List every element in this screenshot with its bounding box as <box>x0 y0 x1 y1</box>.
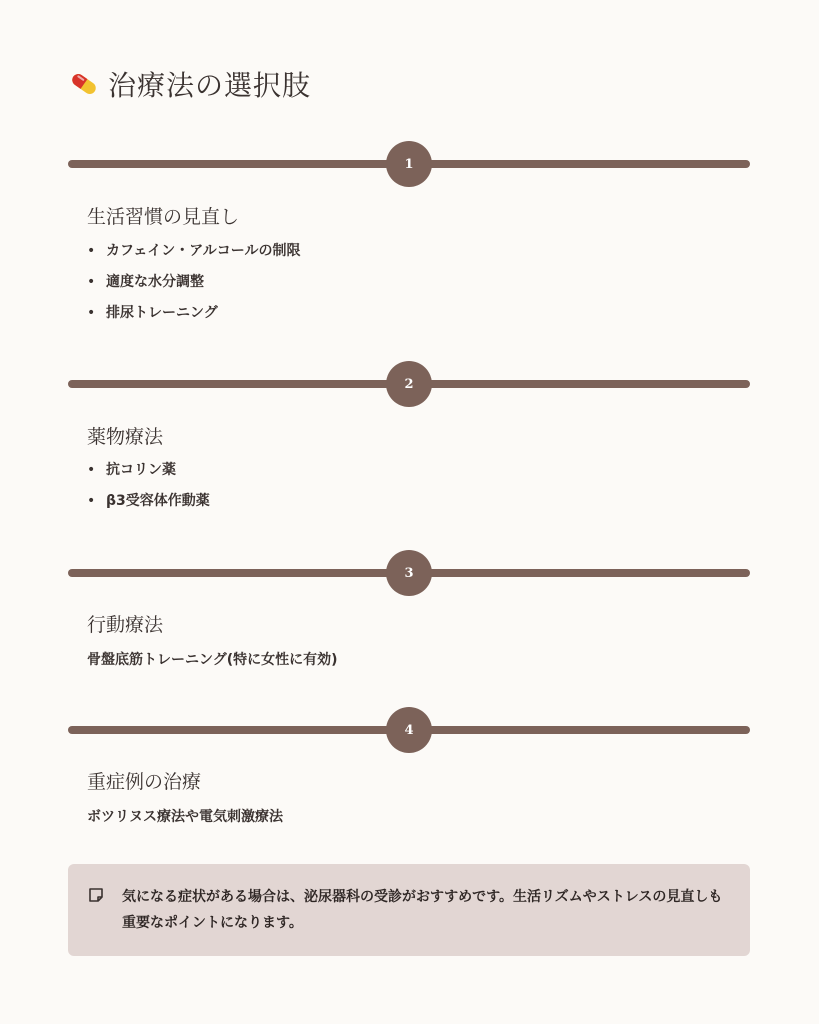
step-2-heading: 薬物療法 <box>87 426 164 448</box>
list-item: • カフェイン・アルコールの制限 <box>87 243 301 259</box>
list-item: • β3受容体作動薬 <box>87 493 210 509</box>
step-1-heading: 生活習慣の見直し <box>87 206 240 228</box>
step-2-badge: 2 <box>386 361 432 407</box>
pill-icon <box>68 68 100 100</box>
page-title <box>68 64 311 104</box>
step-1-list <box>87 241 300 334</box>
note-text: 気になる症状がある場合は、泌尿器科の受診がおすすめです。生活リズムやストレスの見直しも重要なポイントになります。 <box>122 889 723 931</box>
note-box <box>68 864 750 956</box>
list-item: • 適度な水分調整 <box>87 274 204 290</box>
step-2-list <box>87 460 210 522</box>
step-4-heading: 重症例の治療 <box>87 771 202 793</box>
step-1-badge: 1 <box>386 141 432 187</box>
step-3-badge: 3 <box>386 550 432 596</box>
page-title-text: 治療法の選択肢 <box>108 69 312 102</box>
list-item: • 抗コリン薬 <box>87 462 176 478</box>
step-4-badge: 4 <box>386 707 432 753</box>
step-3-heading: 行動療法 <box>87 614 164 636</box>
step-4-text: ボツリヌス療法や電気刺激療法 <box>87 809 283 825</box>
memo-icon <box>88 887 104 903</box>
list-item: • 排尿トレーニング <box>87 305 218 321</box>
step-3-text: 骨盤底筋トレーニング(特に女性に有効) <box>87 652 338 668</box>
